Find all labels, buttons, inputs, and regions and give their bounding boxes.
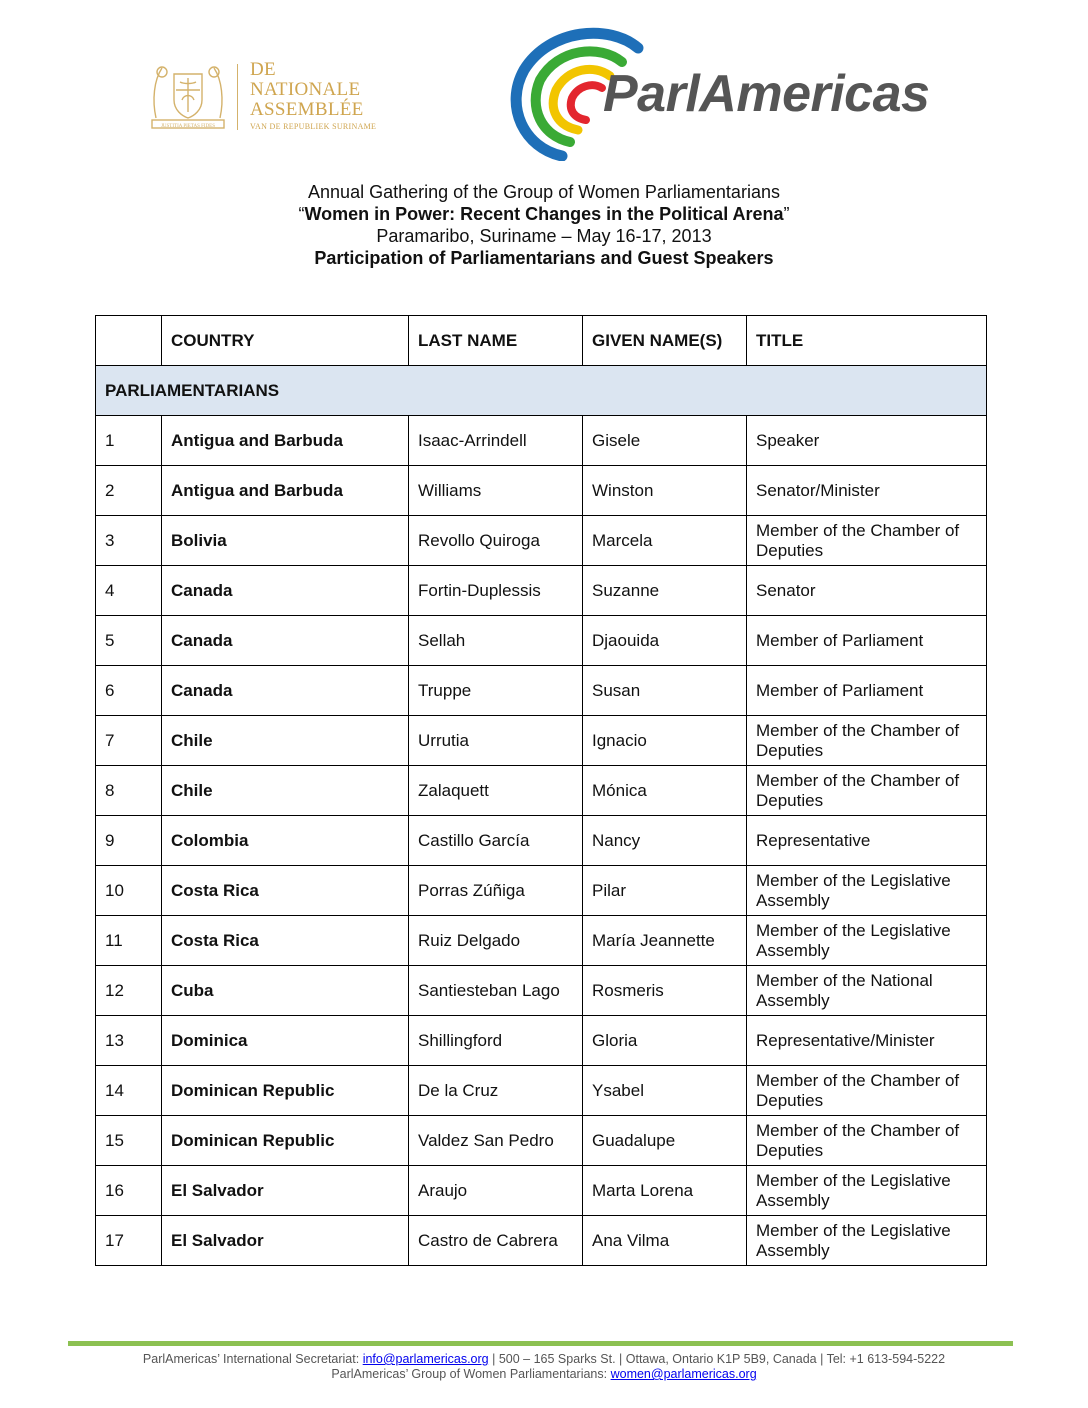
row-number: 2	[96, 466, 162, 516]
country-cell: Bolivia	[162, 516, 409, 566]
title-cell: Representative	[747, 816, 987, 866]
table-row	[96, 1166, 987, 1216]
row-number: 14	[96, 1066, 162, 1116]
table-row	[96, 616, 987, 666]
table-row	[96, 716, 987, 766]
last-name-cell: Castillo García	[409, 816, 583, 866]
last-name-cell: Truppe	[409, 666, 583, 716]
given-name-cell: María Jeannette	[583, 916, 747, 966]
country-cell: Colombia	[162, 816, 409, 866]
country-cell: El Salvador	[162, 1166, 409, 1216]
last-name-cell: Williams	[409, 466, 583, 516]
header-title: TITLE	[747, 316, 987, 366]
table-row	[96, 666, 987, 716]
parlamericas-wordmark: ParlAmericas	[603, 65, 930, 123]
table-row	[96, 916, 987, 966]
table-row	[96, 466, 987, 516]
last-name-cell: Revollo Quiroga	[409, 516, 583, 566]
last-name-cell: Shillingford	[409, 1016, 583, 1066]
last-name-cell: Isaac-Arrindell	[409, 416, 583, 466]
given-name-cell: Gloria	[583, 1016, 747, 1066]
table-row	[96, 866, 987, 916]
title-cell: Member of the Legislative Assembly	[747, 916, 987, 966]
country-cell: Chile	[162, 766, 409, 816]
country-cell: Dominica	[162, 1016, 409, 1066]
document-title-block	[0, 181, 1088, 269]
last-name-cell: Urrutia	[409, 716, 583, 766]
nationale-assemblee-logo	[146, 59, 377, 136]
given-name-cell: Ana Vilma	[583, 1216, 747, 1266]
title-cell: Member of the Legislative Assembly	[747, 1166, 987, 1216]
last-name-cell: Castro de Cabrera	[409, 1216, 583, 1266]
table-header-row	[96, 316, 987, 366]
last-name-cell: Santiesteban Lago	[409, 966, 583, 1016]
given-name-cell: Djaouida	[583, 616, 747, 666]
table-row	[96, 816, 987, 866]
suriname-coat-of-arms-icon	[146, 60, 230, 132]
event-theme: “Women in Power: Recent Changes in the Political Arena”	[298, 204, 790, 224]
women-group-email-link[interactable]: women@parlamericas.org	[610, 1367, 757, 1381]
given-name-cell: Suzanne	[583, 566, 747, 616]
row-number: 7	[96, 716, 162, 766]
page-footer	[0, 1352, 1088, 1382]
country-cell: Dominican Republic	[162, 1066, 409, 1116]
last-name-cell: Sellah	[409, 616, 583, 666]
given-name-cell: Mónica	[583, 766, 747, 816]
last-name-cell: Ruiz Delgado	[409, 916, 583, 966]
given-name-cell: Marta Lorena	[583, 1166, 747, 1216]
last-name-cell: Araujo	[409, 1166, 583, 1216]
document-subtitle: Participation of Parliamentarians and Guest Speakers	[314, 248, 774, 268]
last-name-cell: De la Cruz	[409, 1066, 583, 1116]
footer-line-2: ParlAmericas’ Group of Women Parliamentarians: women@parlamericas.org	[331, 1367, 757, 1381]
row-number: 8	[96, 766, 162, 816]
dna-line-2: NATIONALE	[250, 79, 361, 100]
row-number: 15	[96, 1116, 162, 1166]
title-cell: Member of the Chamber of Deputies	[747, 766, 987, 816]
country-cell: El Salvador	[162, 1216, 409, 1266]
title-cell: Speaker	[747, 416, 987, 466]
footer-rule	[68, 1341, 1013, 1346]
dna-line-1: DE	[250, 59, 276, 80]
last-name-cell: Porras Zúñiga	[409, 866, 583, 916]
event-location-date: Paramaribo, Suriname – May 16-17, 2013	[376, 226, 712, 246]
country-cell: Costa Rica	[162, 916, 409, 966]
given-name-cell: Winston	[583, 466, 747, 516]
event-theme-text: Women in Power: Recent Changes in the Political Arena	[304, 204, 784, 224]
header-given-names: GIVEN NAME(S)	[583, 316, 747, 366]
country-cell: Dominican Republic	[162, 1116, 409, 1166]
table-row	[96, 416, 987, 466]
row-number: 16	[96, 1166, 162, 1216]
table-row	[96, 1216, 987, 1266]
row-number: 10	[96, 866, 162, 916]
row-number: 4	[96, 566, 162, 616]
row-number: 12	[96, 966, 162, 1016]
title-cell: Senator/Minister	[747, 466, 987, 516]
parlamericas-logo	[510, 26, 980, 161]
given-name-cell: Susan	[583, 666, 747, 716]
title-cell: Member of Parliament	[747, 666, 987, 716]
row-number: 17	[96, 1216, 162, 1266]
title-cell: Member of the National Assembly	[747, 966, 987, 1016]
logo-divider	[237, 64, 238, 130]
title-cell: Representative/Minister	[747, 1016, 987, 1066]
given-name-cell: Marcela	[583, 516, 747, 566]
row-number: 13	[96, 1016, 162, 1066]
svg-text:JUSTITIA PIETAS FIDES: JUSTITIA PIETAS FIDES	[160, 124, 216, 129]
event-title: Annual Gathering of the Group of Women Parliamentarians	[308, 182, 780, 202]
row-number: 3	[96, 516, 162, 566]
title-cell: Member of the Chamber of Deputies	[747, 1116, 987, 1166]
country-cell: Antigua and Barbuda	[162, 416, 409, 466]
table-row	[96, 566, 987, 616]
row-number: 9	[96, 816, 162, 866]
header-country: COUNTRY	[162, 316, 409, 366]
country-cell: Canada	[162, 666, 409, 716]
row-number: 1	[96, 416, 162, 466]
last-name-cell: Zalaquett	[409, 766, 583, 816]
last-name-cell: Fortin-Duplessis	[409, 566, 583, 616]
nationale-assemblee-wordmark	[250, 60, 364, 120]
table-row	[96, 966, 987, 1016]
given-name-cell: Ignacio	[583, 716, 747, 766]
table-row	[96, 516, 987, 566]
table-row	[96, 1116, 987, 1166]
secretariat-email-link[interactable]: info@parlamericas.org	[362, 1352, 489, 1366]
country-cell: Chile	[162, 716, 409, 766]
header-last-name: LAST NAME	[409, 316, 583, 366]
given-name-cell: Rosmeris	[583, 966, 747, 1016]
table-row	[96, 1066, 987, 1116]
table-row	[96, 1016, 987, 1066]
given-name-cell: Pilar	[583, 866, 747, 916]
dna-subline: VAN DE REPUBLIEK SURINAME	[250, 122, 377, 131]
title-cell: Member of the Chamber of Deputies	[747, 1066, 987, 1116]
title-cell: Member of the Legislative Assembly	[747, 866, 987, 916]
title-cell: Senator	[747, 566, 987, 616]
country-cell: Canada	[162, 566, 409, 616]
dna-line-3: ASSEMBLÉE	[250, 99, 364, 120]
row-number: 6	[96, 666, 162, 716]
section-row-parliamentarians	[96, 366, 987, 416]
table-row	[96, 766, 987, 816]
given-name-cell: Ysabel	[583, 1066, 747, 1116]
header-number	[96, 316, 162, 366]
title-cell: Member of the Chamber of Deputies	[747, 516, 987, 566]
row-number: 5	[96, 616, 162, 666]
title-cell: Member of the Legislative Assembly	[747, 1216, 987, 1266]
title-cell: Member of Parliament	[747, 616, 987, 666]
country-cell: Antigua and Barbuda	[162, 466, 409, 516]
given-name-cell: Nancy	[583, 816, 747, 866]
country-cell: Costa Rica	[162, 866, 409, 916]
given-name-cell: Guadalupe	[583, 1116, 747, 1166]
given-name-cell: Gisele	[583, 416, 747, 466]
footer-line-1: ParlAmericas’ International Secretariat: info@parlamericas.org | 500 – 165 Sparks St. | Ottawa, Ontario K1P 5B9, Canada | Tel: +1 613-594-5222	[142, 1352, 946, 1366]
country-cell: Canada	[162, 616, 409, 666]
participants-table	[95, 315, 987, 1266]
title-cell: Member of the Chamber of Deputies	[747, 716, 987, 766]
section-label: PARLIAMENTARIANS	[96, 366, 987, 416]
row-number: 11	[96, 916, 162, 966]
last-name-cell: Valdez San Pedro	[409, 1116, 583, 1166]
country-cell: Cuba	[162, 966, 409, 1016]
